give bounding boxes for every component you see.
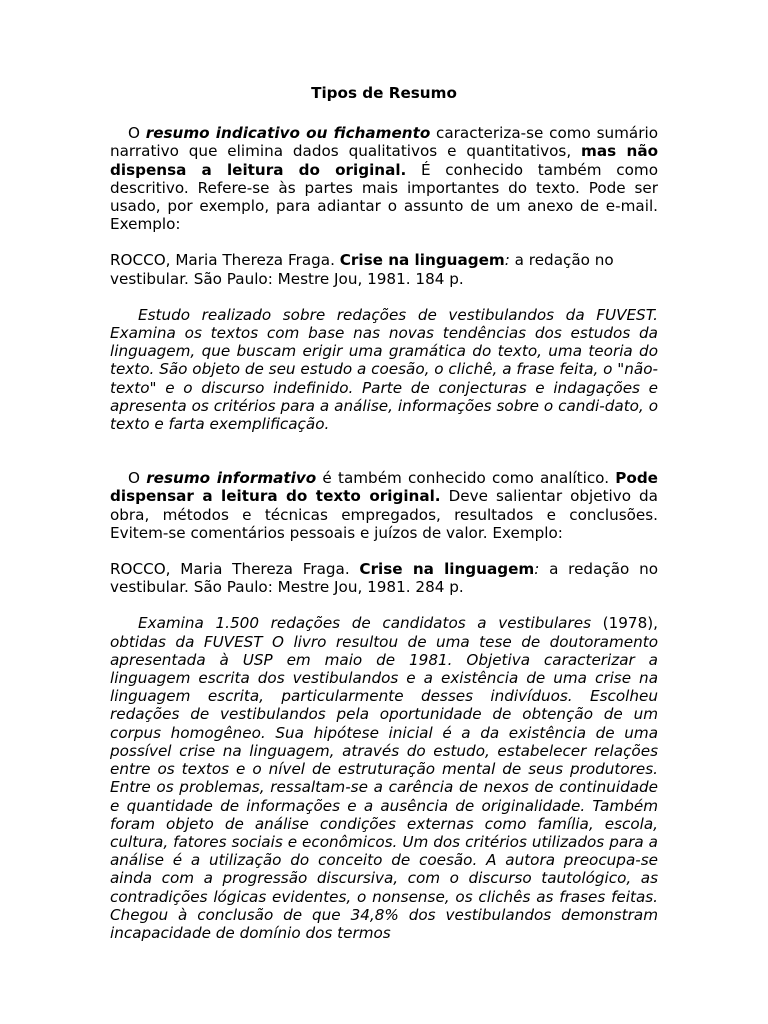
document-title: Tipos de Resumo [311, 84, 457, 102]
text-span: caracteriza-se como sumário narrativo que elimina dados qualitativos e quantitativos, [110, 124, 658, 161]
emphasis-text: mas não dispensa a leitura do original. [110, 142, 658, 179]
term-informative-summary: resumo informativo [146, 469, 317, 488]
text-span: é também conhecido como analítico. [316, 469, 616, 488]
reference-citation-1 [110, 251, 658, 287]
citation-author: ROCCO, Maria Thereza Fraga. [110, 251, 340, 270]
informative-summary-paragraph [110, 469, 658, 542]
abstract-example-2 [110, 614, 658, 942]
citation-rest: a redação no vestibular. São Paulo: Mestre Jou, 1981. 284 p. [110, 560, 658, 597]
citation-title: Crise na linguagem [339, 251, 505, 270]
abstract-example-1: Estudo realizado sobre redações de vestibulandos da FUVEST. Examina os textos com base nas novas tendências dos estudos da linguagem, que buscam erigir uma gramática do texto, uma teoria do texto. São objeto de seu estudo a coesão, o clichê, a frase feita, o "não-texto" e o discurso indefinido. Parte de conjecturas e indagações e apresenta os critérios para a análise, informações sobre o candi-dato, o texto e farta exemplificação. [110, 305, 658, 434]
text-span: O [128, 469, 147, 488]
text-span: Examina 1.500 redações de candidatos a vestibulares [138, 614, 603, 633]
reference-citation-2 [110, 560, 658, 596]
citation-title: Crise na linguagem [359, 560, 535, 579]
text-span: Deve salientar objetivo da obra, métodos e técnicas empregados, resultados e conclusões. Evitem-se comentários pessoais e juízos de valor. Exemplo: [110, 487, 658, 542]
text-span: (1978), [602, 614, 658, 633]
document-page [110, 84, 658, 942]
citation-author: ROCCO, Maria Thereza Fraga. [110, 560, 360, 579]
term-indicative-summary: resumo indicativo ou fichamento [145, 124, 431, 143]
citation-colon: : [504, 251, 510, 270]
citation-colon: : [534, 560, 540, 579]
text-span: obtidas da FUVEST O livro resultou de uma tese de doutoramento apresentada à USP em maio de 1981. Objetiva caracterizar a linguagem escrita dos vestibulandos e a existência de uma crise na linguagem escrita, particularmente desses indivíduos. Escolheu redações de vestibulandos pela oportunidade de obtenção de um corpus homogêneo. Sua hipótese inicial é a da existência de uma possível crise na linguagem, através do estudo, estabelecer relações entre os textos e o nível de estruturação mental de seus produtores. Entre os problemas, ressaltam-se a carência de nexos de continuidade e quantidade de informações e a ausência de originalidade. Também foram objeto de análise condições externas como família, escola, cultura, fatores sociais e econômicos. Um dos critérios utilizados para a análise é a utilização do conceito de coesão. A autora preocupa-se ainda com a progressão discursiva, com o discurso tautológico, as contradições lógicas evidentes, o nonsense, os clichês as frases feitas. Chegou à conclusão de que 34,8% dos vestibulandos demonstram incapacidade de domínio dos termos [110, 632, 658, 942]
citation-rest: a redação no vestibular. São Paulo: Mestre Jou, 1981. 184 p. [110, 251, 614, 288]
text-span: O [128, 124, 146, 143]
indicative-summary-paragraph [110, 124, 658, 233]
emphasis-text: Pode dispensar a leitura do texto original. [110, 469, 658, 506]
text-span: É conhecido também como descritivo. Refere-se às partes mais importantes do texto. Pode ser usado, por exemplo, para adiantar o assunto de um anexo de e-mail. Exemplo: [110, 160, 658, 234]
